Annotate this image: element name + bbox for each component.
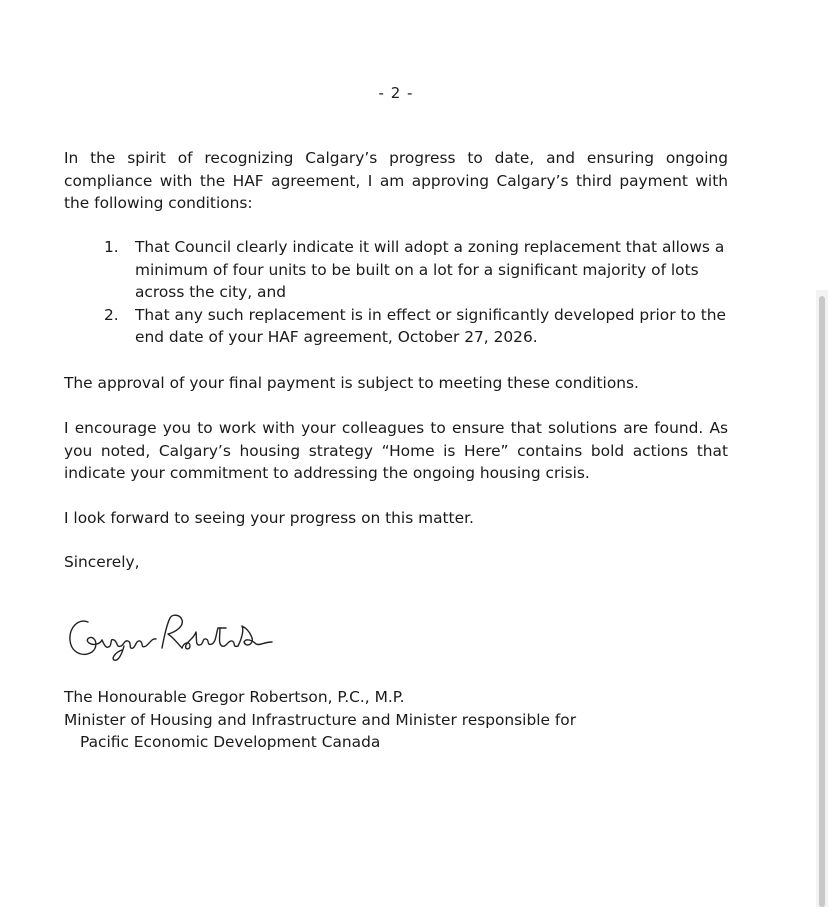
scrollbar-thumb[interactable] [819, 296, 825, 907]
page-number: - 2 - [378, 84, 414, 102]
paragraph-look-forward: I look forward to seeing your progress on this matter. [64, 509, 474, 527]
signatory-title-line-1: Minister of Housing and Infrastructure and Minister responsible for [64, 710, 577, 729]
handwritten-signature-icon [66, 608, 276, 666]
condition-item-1 [104, 236, 728, 304]
conditions-list [104, 236, 728, 349]
paragraph-intro: In the spirit of recognizing Calgary’s progress to date, and ensuring ongoing compliance with the HAF agreement, I am approving Calgary’s third payment with the following conditions: [64, 149, 728, 212]
condition-number-1: 1. [104, 238, 119, 256]
signatory-block [64, 686, 684, 754]
closing-salutation: Sincerely, [64, 553, 140, 571]
paragraph-approval: The approval of your final payment is subject to meeting these conditions. [64, 374, 639, 392]
signatory-name: The Honourable Gregor Robertson, P.C., M.P. [64, 688, 405, 706]
condition-text-1: That Council clearly indicate it will adopt a zoning replacement that allows a minimum of four units to be built on a lot for a significant majority of lots across the city, and [135, 238, 725, 301]
condition-text-2: That any such replacement is in effect or significantly developed prior to the end date of your HAF agreement, October 27, 2026. [135, 305, 727, 346]
signatory-title-line-2: Pacific Economic Development Canada [80, 733, 381, 751]
paragraph-encourage: I encourage you to work with your colleagues to ensure that solutions are found. As you noted, Calgary’s housing strategy “Home is Here” contains bold actions that indicate your commitment to addressing the ongoing housing crisis. [64, 419, 728, 482]
condition-number-2: 2. [104, 305, 119, 324]
condition-item-2 [104, 304, 728, 349]
